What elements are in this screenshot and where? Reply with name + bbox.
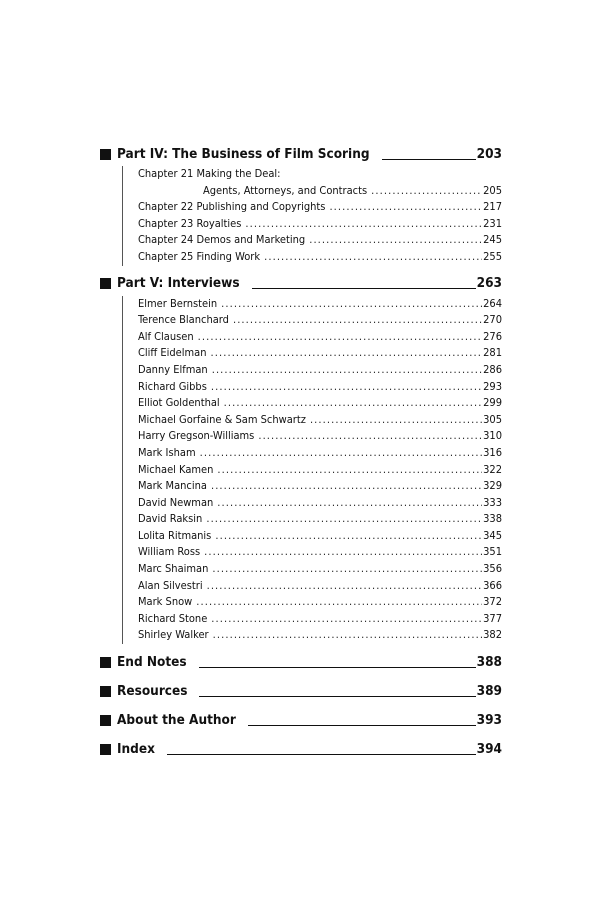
dot-leader	[217, 462, 482, 479]
entry-title: Richard Gibbs	[138, 379, 207, 393]
dot-leader	[224, 395, 482, 412]
leader-rule	[167, 754, 476, 755]
dot-leader	[211, 478, 482, 495]
toc-entry[interactable]	[138, 627, 502, 644]
entry-page-number: 329	[483, 479, 502, 493]
toc-entry[interactable]	[138, 232, 502, 249]
dot-leader	[310, 412, 482, 429]
dot-leader	[211, 611, 482, 628]
entry-title: David Raksin	[138, 512, 203, 526]
part-title: Index	[117, 741, 155, 758]
part-heading[interactable]	[100, 144, 502, 164]
toc-entry[interactable]	[138, 362, 502, 379]
dot-leader	[258, 428, 482, 445]
part-title: Part V: Interviews	[117, 274, 240, 291]
table-of-contents	[100, 144, 502, 768]
entry-page-number: 366	[483, 578, 502, 592]
entry-title: Elmer Bernstein	[138, 296, 218, 310]
leader-rule	[199, 696, 475, 697]
toc-entry[interactable]	[138, 561, 502, 578]
entry-title: Danny Elfman	[138, 362, 208, 376]
dot-leader	[196, 594, 482, 611]
entry-page-number: 293	[483, 379, 502, 393]
toc-entry[interactable]	[138, 544, 502, 561]
entry-title: Mark Snow	[138, 595, 193, 609]
square-bullet-icon	[100, 149, 111, 160]
entry-page-number: 316	[483, 445, 502, 459]
entry-page-number: 205	[483, 183, 502, 197]
entry-title: William Ross	[138, 545, 201, 559]
leader-rule	[252, 288, 476, 289]
square-bullet-icon	[100, 686, 111, 697]
toc-entry[interactable]	[138, 511, 502, 528]
leader-rule	[248, 725, 476, 726]
toc-entry[interactable]	[138, 249, 502, 266]
entry-page-number: 338	[483, 512, 502, 526]
chapter-list	[122, 166, 502, 266]
entry-page-number: 372	[483, 595, 502, 609]
entry-title: Terence Blanchard	[138, 313, 229, 327]
dot-leader	[264, 249, 482, 266]
entry-page-number: 231	[483, 216, 502, 230]
dot-leader	[217, 495, 482, 512]
interview-list	[122, 296, 502, 644]
toc-entry[interactable]	[138, 445, 502, 462]
entry-title: David Newman	[138, 495, 214, 509]
part-page-number: 393	[476, 712, 502, 729]
part-title: Resources	[117, 683, 188, 700]
toc-entry[interactable]	[138, 216, 502, 233]
toc-entry[interactable]	[138, 578, 502, 595]
toc-entry[interactable]	[138, 345, 502, 362]
dot-leader	[212, 561, 482, 578]
part-heading[interactable]	[100, 273, 502, 293]
toc-entry[interactable]	[138, 594, 502, 611]
entry-title: Marc Shaiman	[138, 562, 209, 576]
entry-title: Mark Isham	[138, 445, 196, 459]
part-title: Part IV: The Business of Film Scoring	[117, 146, 370, 162]
entry-page-number: 351	[483, 545, 502, 559]
part-page-number: 263	[476, 274, 502, 291]
part-page-number: 203	[476, 146, 502, 162]
square-bullet-icon	[100, 744, 111, 755]
entry-title: Elliot Goldenthal	[138, 396, 220, 410]
entry-title: Chapter 22 Publishing and Copyrights	[138, 200, 326, 214]
entry-title: Michael Kamen	[138, 462, 214, 476]
toc-entry[interactable]	[138, 199, 502, 216]
leader-rule	[382, 159, 476, 160]
entry-page-number: 245	[483, 233, 502, 247]
toc-entry[interactable]	[138, 462, 502, 479]
toc-entry[interactable]	[138, 312, 502, 329]
index-heading[interactable]	[100, 739, 502, 759]
entry-page-number: 264	[483, 296, 502, 310]
square-bullet-icon	[100, 657, 111, 668]
dot-leader	[221, 296, 482, 313]
dot-leader	[210, 345, 482, 362]
dot-leader	[309, 232, 482, 249]
toc-entry[interactable]	[138, 478, 502, 495]
dot-leader	[200, 445, 483, 462]
toc-entry[interactable]	[138, 528, 502, 545]
toc-entry[interactable]	[138, 296, 502, 313]
part-page-number: 394	[476, 741, 502, 758]
about-author-heading[interactable]	[100, 710, 502, 730]
entry-page-number: 356	[483, 562, 502, 576]
entry-title: Chapter 23 Royalties	[138, 216, 242, 230]
dot-leader	[198, 329, 482, 346]
entry-title: Harry Gregson-Williams	[138, 429, 255, 443]
toc-entry[interactable]	[138, 495, 502, 512]
end-notes-heading[interactable]	[100, 652, 502, 672]
dot-leader	[233, 312, 482, 329]
dot-leader	[215, 528, 482, 545]
entry-title: Alan Silvestri	[138, 578, 203, 592]
dot-leader	[212, 362, 482, 379]
part-iv-section	[100, 144, 502, 266]
entry-title: Chapter 25 Finding Work	[138, 249, 261, 263]
entry-title: Chapter 21 Making the Deal:	[138, 167, 281, 180]
entry-title: Alf Clausen	[138, 329, 194, 343]
toc-entry[interactable]	[138, 412, 502, 429]
entry-title: Michael Gorfaine & Sam Schwartz	[138, 412, 306, 426]
part-page-number: 388	[476, 654, 502, 671]
entry-title: Agents, Attorneys, and Contracts	[203, 183, 368, 197]
part-title: End Notes	[117, 654, 187, 671]
entry-page-number: 270	[483, 313, 502, 327]
toc-entry[interactable]	[138, 183, 502, 200]
square-bullet-icon	[100, 278, 111, 289]
entry-title: Cliff Eidelman	[138, 346, 207, 360]
entry-title: Richard Stone	[138, 611, 208, 625]
entry-page-number: 345	[483, 528, 502, 542]
dot-leader	[245, 216, 482, 233]
entry-page-number: 377	[483, 611, 502, 625]
resources-heading[interactable]	[100, 681, 502, 701]
part-page-number: 389	[476, 683, 502, 700]
entry-page-number: 286	[483, 362, 502, 376]
entry-page-number: 305	[483, 412, 502, 426]
square-bullet-icon	[100, 715, 111, 726]
part-v-section	[100, 273, 502, 644]
entry-page-number: 322	[483, 462, 502, 476]
toc-entry[interactable]	[138, 428, 502, 445]
toc-entry[interactable]	[138, 611, 502, 628]
toc-entry[interactable]	[138, 379, 502, 396]
entry-page-number: 255	[483, 249, 502, 263]
entry-title: Shirley Walker	[138, 628, 209, 642]
dot-leader	[371, 183, 482, 200]
toc-entry[interactable]	[138, 395, 502, 412]
leader-rule	[199, 667, 476, 668]
dot-leader	[204, 544, 482, 561]
entry-page-number: 217	[483, 200, 502, 214]
entry-page-number: 281	[483, 346, 502, 360]
dot-leader	[207, 578, 483, 595]
dot-leader	[211, 379, 482, 396]
toc-entry[interactable]	[138, 166, 502, 183]
toc-entry[interactable]	[138, 329, 502, 346]
entry-page-number: 310	[483, 429, 502, 443]
dot-leader	[329, 199, 482, 216]
entry-title: Chapter 24 Demos and Marketing	[138, 233, 306, 247]
entry-page-number: 382	[483, 628, 502, 642]
dot-leader	[213, 627, 483, 644]
entry-title: Lolita Ritmanis	[138, 528, 212, 542]
entry-page-number: 299	[483, 396, 502, 410]
entry-page-number: 276	[483, 329, 502, 343]
part-title: About the Author	[117, 712, 236, 729]
entry-page-number: 333	[483, 495, 502, 509]
entry-title: Mark Mancina	[138, 479, 207, 493]
dot-leader	[206, 511, 482, 528]
